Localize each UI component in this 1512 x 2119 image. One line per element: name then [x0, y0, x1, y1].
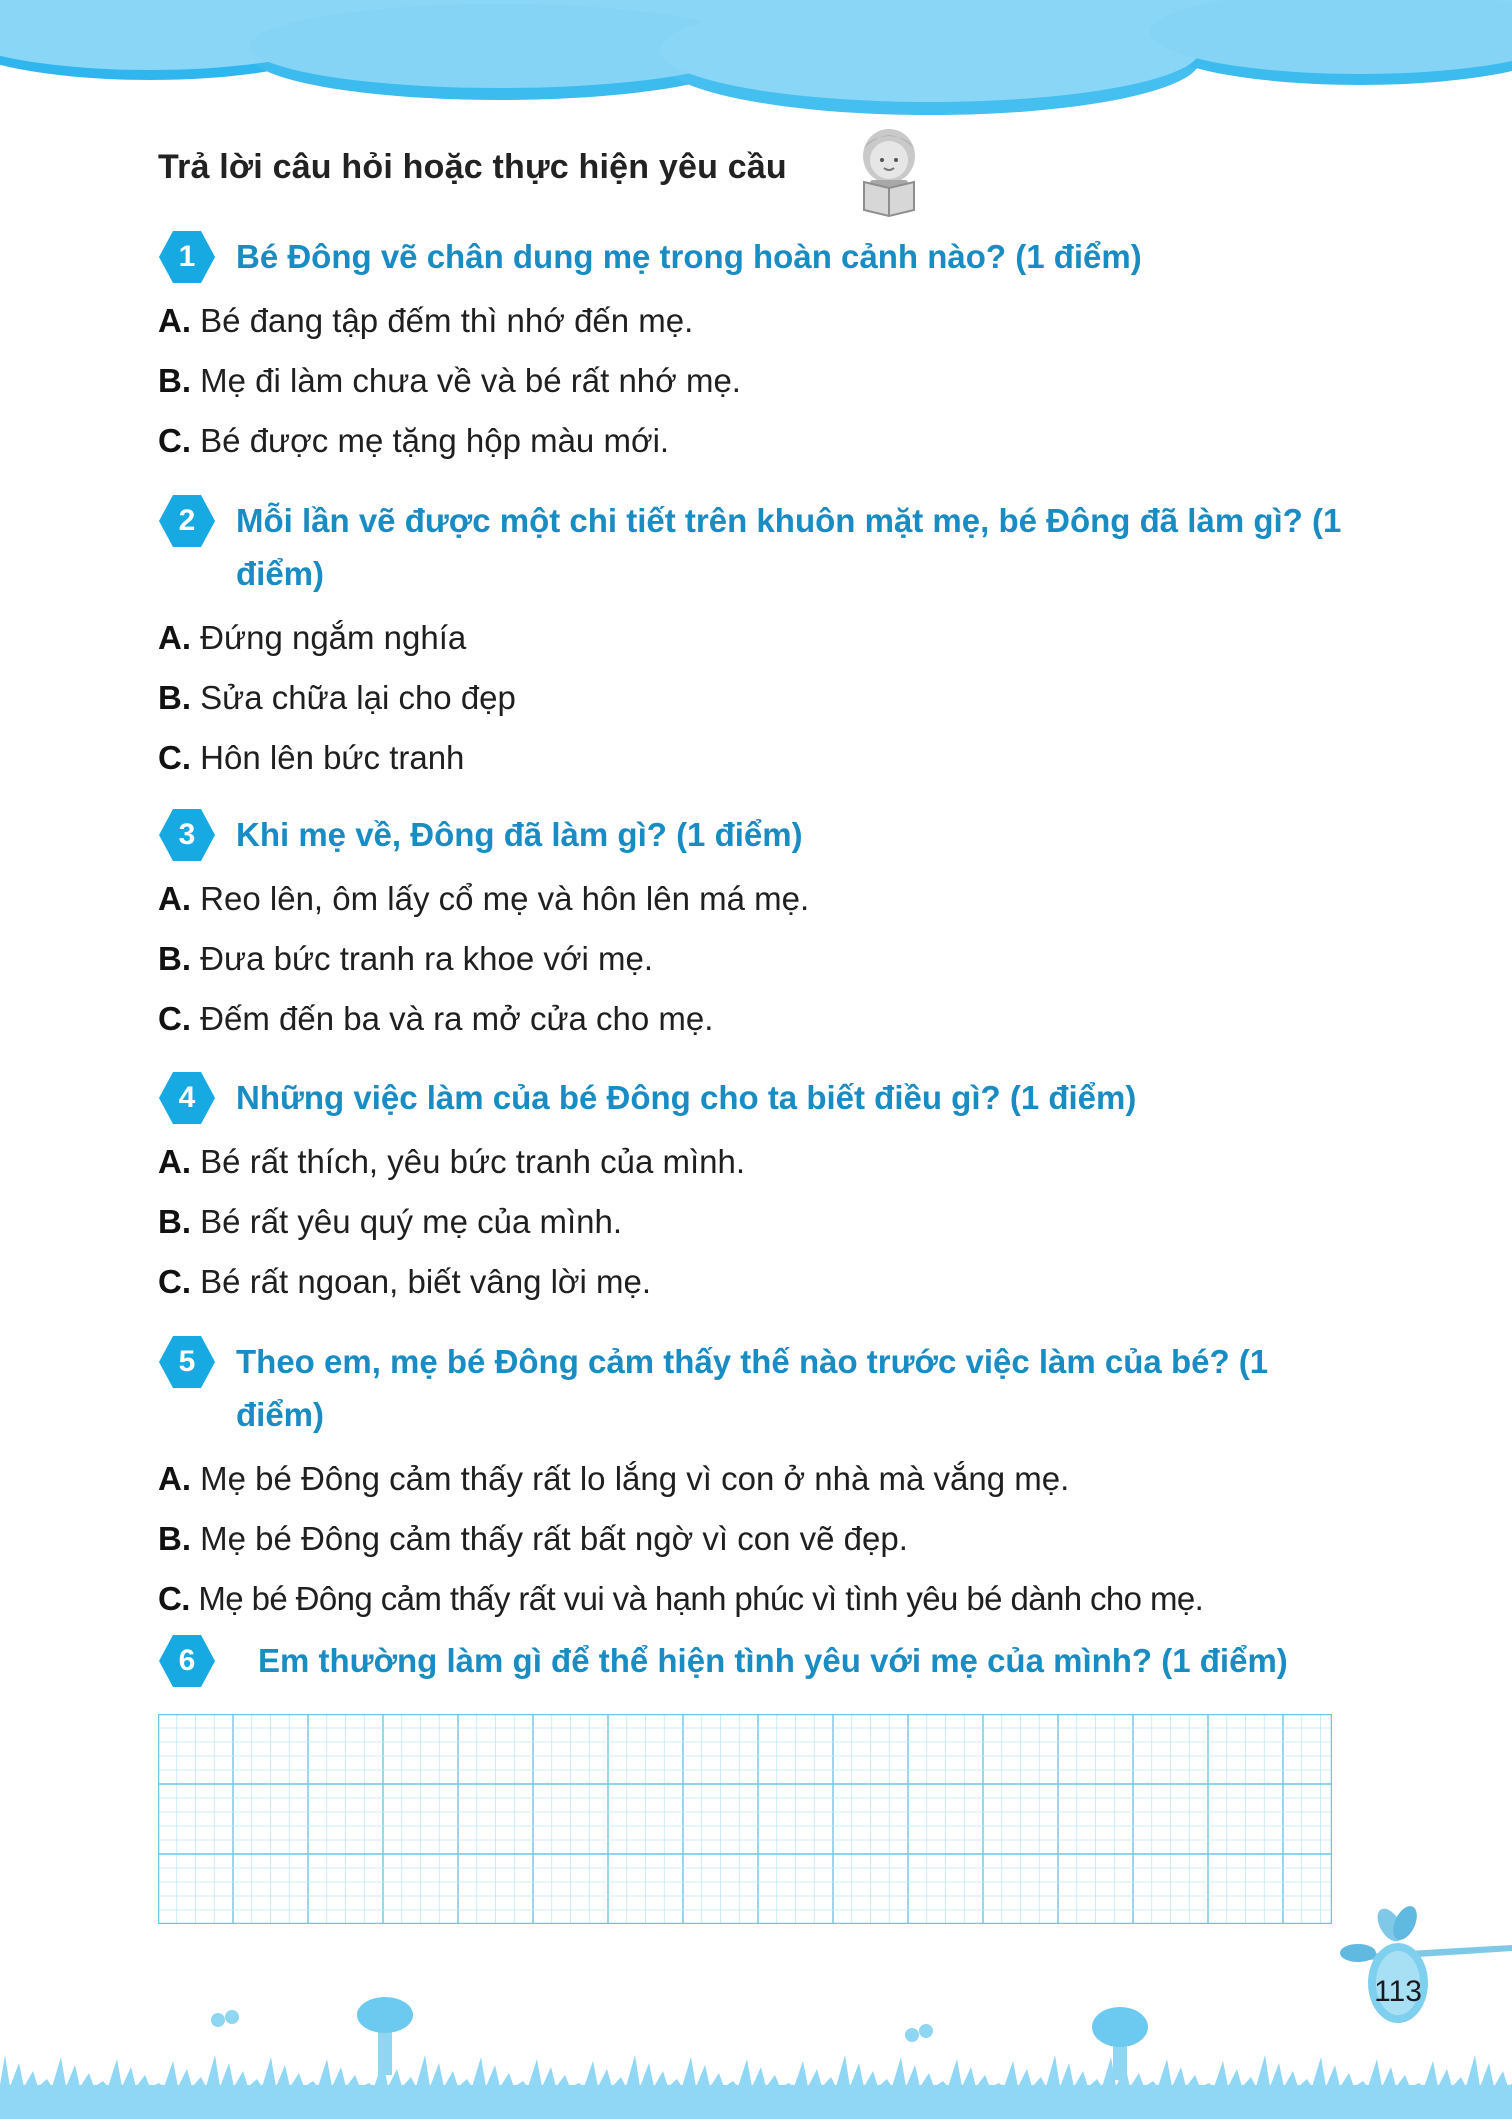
answer-option[interactable]: A. Bé rất thích, yêu bức tranh của mình.: [158, 1143, 746, 1180]
answer-option[interactable]: A. Đứng ngắm nghía: [158, 619, 467, 656]
answer-option[interactable]: B. Sửa chữa lại cho đẹp: [158, 679, 516, 716]
question-header: [158, 1069, 1358, 1124]
grass-decoration: [0, 1905, 1512, 2119]
answer-option[interactable]: A. Mẹ bé Đông cảm thấy rất lo lắng vì con ở nhà mà vắng mẹ.: [158, 1460, 1070, 1497]
answer-option[interactable]: C. Bé được mẹ tặng hộp màu mới.: [158, 422, 670, 459]
answer-option[interactable]: B. Đưa bức tranh ra khoe với mẹ.: [158, 940, 654, 977]
question-6: [158, 1632, 1358, 1687]
question-number: 5: [178, 1345, 196, 1378]
question-number: 4: [178, 1081, 196, 1114]
question-text: Những việc làm của bé Đông cho ta biết điều gì? (1 điểm): [236, 1079, 1137, 1116]
question-header: [158, 1632, 1358, 1687]
cloud-banner: [0, 0, 1512, 130]
answer-option[interactable]: C. Bé rất ngoan, biết vâng lời mẹ.: [158, 1263, 652, 1300]
answer-option[interactable]: B. Mẹ bé Đông cảm thấy rất bất ngờ vì con vẽ đẹp.: [158, 1520, 908, 1557]
page-heading: Trả lời câu hỏi hoặc thực hiện yêu cầu: [158, 148, 787, 186]
question-text: Bé Đông vẽ chân dung mẹ trong hoàn cảnh nào? (1 điểm): [236, 238, 1142, 275]
answer-option[interactable]: B. Bé rất yêu quý mẹ của mình.: [158, 1203, 623, 1240]
question-text: Khi mẹ về, Đông đã làm gì? (1 điểm): [236, 816, 803, 853]
answer-option[interactable]: C. Đếm đến ba và ra mở cửa cho mẹ.: [158, 1000, 714, 1037]
question-number: 3: [178, 818, 196, 851]
question-text: Mỗi lần vẽ được một chi tiết trên khuôn mặt mẹ, bé Đông đã làm gì? (1 điểm): [236, 502, 1342, 592]
answer-option[interactable]: A. Reo lên, ôm lấy cổ mẹ và hôn lên má mẹ.: [158, 880, 810, 917]
handwriting-grid[interactable]: [158, 1714, 1332, 1924]
answer-options: [158, 608, 1358, 788]
question-text: Theo em, mẹ bé Đông cảm thấy thế nào trước việc làm của bé? (1 điểm): [236, 1343, 1269, 1433]
question-header: [158, 1333, 1358, 1441]
answer-option[interactable]: B. Mẹ đi làm chưa về và bé rất nhớ mẹ.: [158, 362, 741, 399]
question-1: [158, 228, 1358, 471]
question-number: 1: [178, 240, 196, 273]
question-text: Em thường làm gì để thể hiện tình yêu với mẹ của mình? (1 điểm): [258, 1642, 1288, 1679]
answer-option[interactable]: A. Bé đang tập đếm thì nhớ đến mẹ.: [158, 302, 694, 339]
answer-options: [158, 869, 1358, 1049]
question-header: [158, 806, 1358, 861]
answer-options: [158, 1132, 1358, 1312]
answer-options: [158, 1449, 1358, 1629]
question-4: [158, 1069, 1358, 1312]
question-number: 6: [178, 1644, 196, 1677]
page-number: 113: [1374, 1975, 1422, 2008]
question-header: [158, 492, 1358, 600]
question-header: [158, 228, 1358, 283]
answer-options: [158, 291, 1358, 471]
answer-option[interactable]: C. Hôn lên bức tranh: [158, 739, 465, 776]
question-3: [158, 806, 1358, 1049]
child-reading-icon: [850, 118, 928, 218]
answer-option[interactable]: C. Mẹ bé Đông cảm thấy rất vui và hạnh phúc vì tình yêu bé dành cho mẹ.: [158, 1580, 1204, 1617]
question-number: 2: [178, 504, 196, 537]
question-2: [158, 492, 1358, 788]
question-5: [158, 1333, 1358, 1629]
